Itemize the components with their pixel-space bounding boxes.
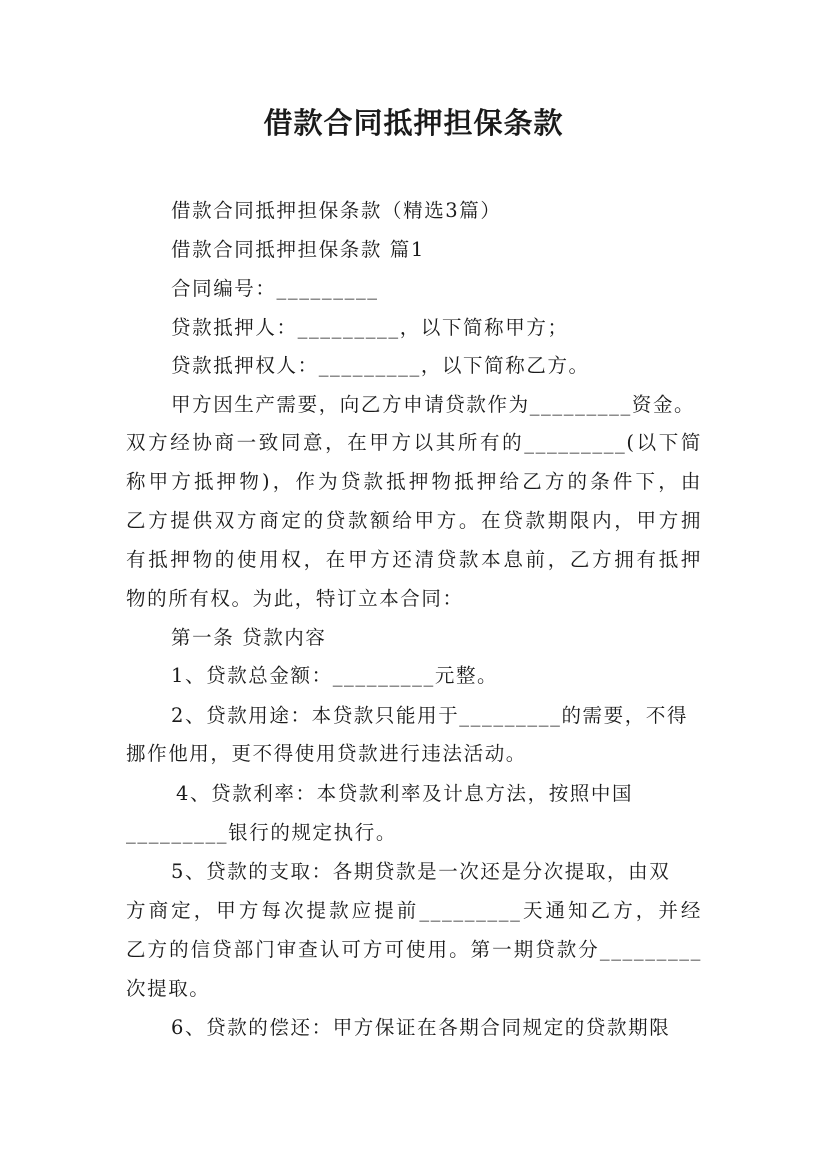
clause-line: 乙方的信贷部门审查认可方可使用。第一期贷款分_________: [126, 938, 702, 961]
section-heading: 第一条 贷款内容: [171, 626, 327, 649]
clause-line: 1、贷款总金额：_________元整。: [171, 664, 499, 687]
document-title: 借款合同抵押担保条款: [263, 106, 564, 140]
body-paragraph-line: 双方经协商一致同意，在甲方以其所有的_________(以下简: [126, 431, 702, 454]
mortgagor-line: 贷款抵押人：_________，以下简称甲方；: [171, 316, 569, 339]
subtitle-selected: 借款合同抵押担保条款（精选3篇）: [171, 199, 502, 222]
clause-line: 5、贷款的支取：各期贷款是一次还是分次提取，由双: [171, 860, 671, 883]
body-paragraph-line: 物的所有权。为此，特订立本合同：: [126, 587, 464, 610]
clause-line: 6、贷款的偿还：甲方保证在各期合同规定的贷款期限: [171, 1016, 671, 1039]
contract-number-line: 合同编号：_________: [171, 277, 379, 300]
clause-line: 挪作他用，更不得使用贷款进行违法活动。: [126, 742, 527, 765]
body-paragraph-line: 乙方提供双方商定的贷款额给甲方。在贷款期限内，甲方拥: [126, 509, 702, 532]
mortgagee-line: 贷款抵押权人：_________，以下简称乙方。: [171, 354, 590, 377]
clause-line: 2、贷款用途：本贷款只能用于_________的需要，不得: [171, 704, 689, 727]
body-paragraph-line: 甲方因生产需要，向乙方申请贷款作为_________资金。: [171, 393, 696, 416]
body-paragraph-line: 称甲方抵押物)，作为贷款抵押物抵押给乙方的条件下，由: [126, 470, 702, 493]
clause-line: 方商定，甲方每次提款应提前_________天通知乙方，并经: [126, 899, 702, 922]
body-paragraph-line: 有抵押物的使用权，在甲方还清贷款本息前，乙方拥有抵押: [126, 548, 702, 571]
clause-line: 4、贷款利率：本贷款利率及计息方法，按照中国: [176, 782, 634, 805]
article-heading: 借款合同抵押担保条款 篇1: [171, 238, 425, 261]
clause-line: 次提取。: [126, 977, 211, 1000]
clause-line: _________银行的规定执行。: [126, 821, 397, 844]
